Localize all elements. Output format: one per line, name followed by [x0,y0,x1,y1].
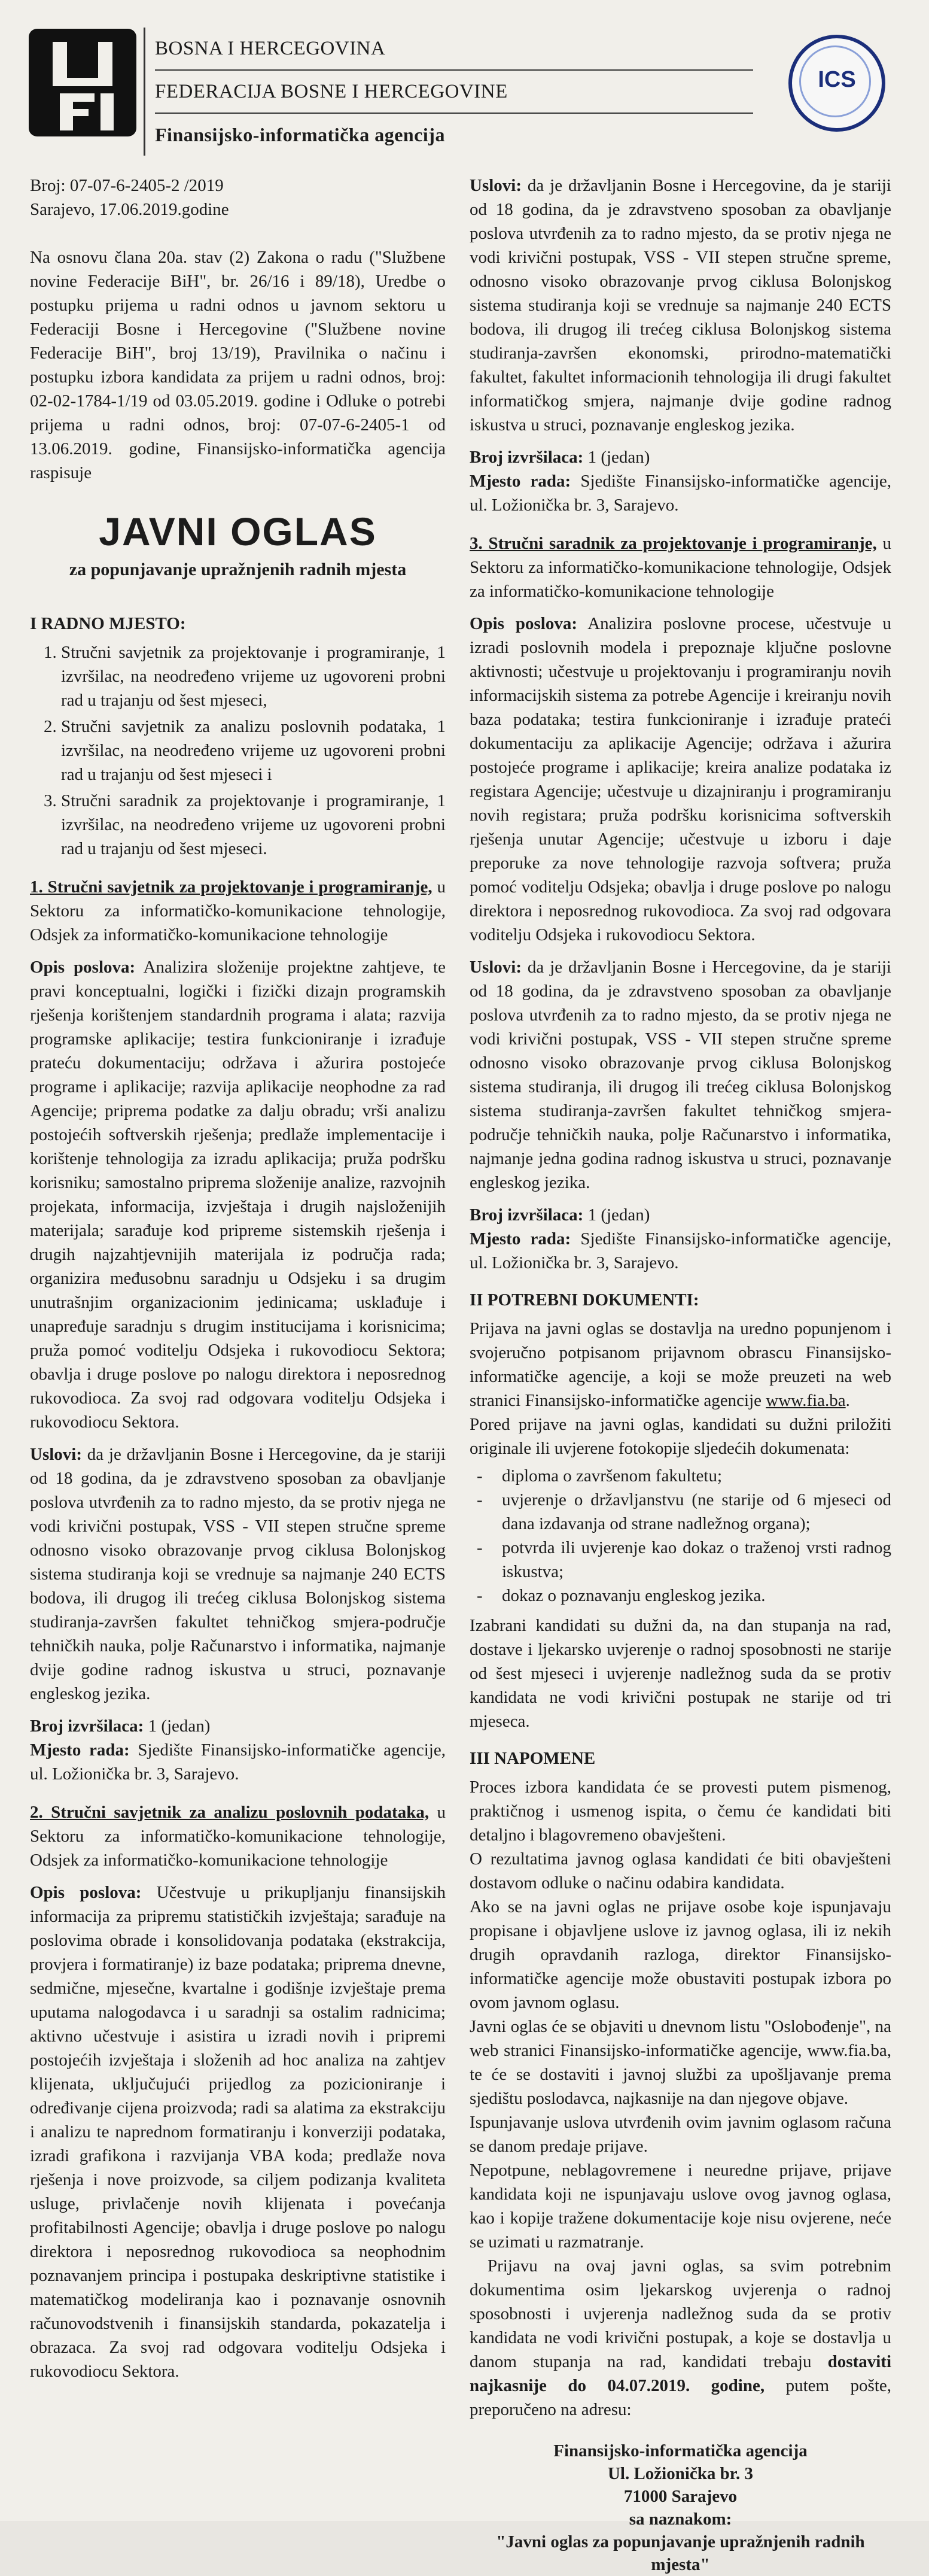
section-2-docs-intro: Pored prijave na javni oglas, kandidati su dužni priložiti originale ili uvjerene fotokopije sljedećih dokumenata: [470,1415,891,1458]
opis-text: Učestvuje u prikupljanju finansijskih informacija za pripremu statističkih izvještaja; sarađuje na poslovima obrade i konsolidovanja podataka (ekstrakcija, provjera i formatiranje) iz baze podataka; priprema dnevne, sedmične, mjesečne, kvartalne i godišnje izvještaje prema uputama nalogodavca i u saradnji sa ostalim radnicima; aktivno učestvuje i asistira u izradi novih i pripremi postojećih izvještaja i složenih ad hoc analiza na zahtjev klijenata, uključujući prijedlog za pozicioniranje i određivanje cijena proizvoda; radi sa alatima za ekstrakciju i analizu te naprednom formatiranju i konverziji podataka, izradi grafikona i razvijanja VBA koda; predlaže nova rješenja i nove proizvode, sa ciljem podizanja kvaliteta usluge, privlačenje novih klijenata i povećanja profitabilnosti Agencije; obavlja i druge poslove po nalogu direktora i neposrednog rukovodioca sa neophodnim poznavanjem principa i postupaka deskriptivne statistike i matematičkog modeliranja kao i poznavanje osnovnih računovodstvenih i finansijskih standarda, pokazatelja i obrazaca. Za svoj rad odgovara voditelju Odsjeka i rukovodiocu Sektora. [30,1883,446,2381]
position-department: u Sektoru za informatičko-komunikacione tehnologije, Odsjek za informatičko-komunikacione tehnologije [30,1803,446,1870]
note-paragraph: Javni oglas će se objaviti u dnevnom listu "Oslobođenje", na web stranici Finansijsko-informatičke agencije, www.fia.ba, te će se dostaviti i javnoj službi za upošljavanje prema sjedištu poslodavca, najkasnije na dan njegove objave. [470,2017,891,2108]
right-column [470,174,891,2576]
list-item: - potvrda ili uvjerenje kao dokaz o traženoj vrsti radnog iskustva; [494,1536,891,1584]
note-paragraph: Proces izbora kandidata će se provesti putem pismenog, praktičnog i usmenog ispita, o čemu će kandidati biti detaljno i blagovremeno obavješteni. [470,1778,891,1845]
note-paragraph: Ako se na javni oglas ne prijave osobe koje ispunjavaju propisane i objavljene uslove iz javnog oglasa, ili iz nekih drugih opravdanih razloga, direktor Finansijsko-informatičke agencije može obustaviti postupak izbora po ovom javnom oglasu. [470,1897,891,2012]
mjesto-label: Mjesto rada: [470,1229,571,1248]
section-2-heading: II POTREBNI DOKUMENTI: [470,1290,699,1310]
opis-text: Analizira složenije projektne zahtjeve, te pravi konceptualni, logički i fizički dizajn programskih rješenja korištenjem standardnih programa i alata; razvija programske aplikacije; testira funkcioniranje i izrađuje prateću dokumentaciju; održava i ažurira postojeće programe i aplikacije; razvija aplikacije neophodne za rad Agencije; priprema podatke za dalju obradu; vrši analizu postojećih softverskih rješenja; predlaže implementacije i korištenje tehnologija za izradu aplikacija; pruža podršku korisniku; samostalno priprema složenije analize, razvojnih projekata, informacija, izvještaja i drugih najsloženijih materijala; sarađuje kod pripreme sistemskih rješenja i drugih najzahtjevnijih materijala iz područja rada; organizira međusobnu saradnju u Odsjeku i sa drugim unutrašnjim organizacionim jedinicama; usklađuje i unapređuje saradnju s drugim institucijama i korisnicima; pruža pomoć voditelju Odsjeka i rukovodiocu Sektora; obavlja i druge poslove po nalogu direktora i neposrednog rukovodioca. Za svoj rad odgovara voditelju Odsjeka i rukovodiocu Sektora. [30,958,446,1432]
list-item: - diploma o završenom fakultetu; [494,1464,891,1488]
position-2 [30,1800,446,2383]
opis-label: Opis poslova: [30,1883,142,1902]
position-department: u Sektoru za informatičko-komunikacione tehnologije, Odsjek za informatičko-komunikacione tehnologije [470,534,891,601]
broj-text: 1 (jedan) [583,1205,650,1225]
deadline-pre: Prijavu na ovaj javni oglas, sa svim potrebnim dokumentima osim ljekarskog uvjerenja o radnoj sposobnosti i uvjerenja nadležnog suda da se protiv kandidata ne vodi krivični postupak, a koje se dostavlja u danom stupanja na rad, kandidati trebaju [470,2256,891,2371]
uslovi-label: Uslovi: [470,958,522,977]
opis-label: Opis poslova: [470,614,577,633]
broj-text: 1 (jedan) [144,1717,211,1736]
agency-name: Finansijsko-informatička agencija [155,124,445,145]
letterhead-text [144,28,753,156]
document-date: Sarajevo, 17.06.2019.godine [30,200,229,219]
list-item: 1. Stručni savjetnik za projektovanje i programiranje, 1 izvršilac, na neodređeno vrijeme uz ugovoreni probni rad u trajanju od šest mjeseci, [61,640,446,712]
ics-logo [788,35,885,132]
documents-list [470,1464,891,1608]
uslovi-text: da je državljanin Bosne i Hercegovine, da je stariji od 18 godina, da je zdravstveno sposoban za obavljanje poslova utvrđenih za to radno mjesto, da se protiv njega ne vodi krivični postupak, VSS - VII stepen stručne spreme odnosno visoko obrazovanje prvog ciklusa Bolonjskog sistema studiranja, ili drugog ili trećeg ciklusa Bolonjskog sistema studiranja-završen fakultet tehničkog smjera-područje tehničkih nauka, polje Računarstvo i informatika, najmanje jedna godina radnog iskustva u struci, poznavanje engleskog jezika. [470,958,891,1192]
deadline-text: dostaviti najkasnije do 04.07.2019. godine, [470,2352,891,2395]
uslovi-label: Uslovi: [30,1445,82,1464]
page-title: JAVNI OGLAS [99,509,377,554]
document-meta [30,174,446,221]
address-street: Ul. Ložionička br. 3 [607,2464,754,2483]
mjesto-label: Mjesto rada: [30,1740,130,1760]
section-2-note: Izabrani kandidati su dužni da, na dan stupanja na rad, dostave i ljekarsko uvjerenje o radnoj sposobnosti ne starije od šest mjeseci i uvjerenje nadležnog suda da se protiv kandidata ne vodi krivični postupak ne starije od tri mjeseca. [470,1616,891,1731]
mjesto-label: Mjesto rada: [470,472,571,491]
uslovi-text: da je državljanin Bosne i Hercegovine, da je stariji od 18 godina, da je zdravstveno sposoban za obavljanje poslova utvrđenih za to radno mjesto, da se protiv njega ne vodi krivični postupak, VSS - VII stepen stručne spreme, odnosno visoko obrazovanje prvog ciklusa Bolonjskog sistema studiranja koji se vrednuje sa najmanje 240 ECTS bodova, ili drugog ili trećeg ciklusa Bolonjskog sistema studiranja-završen ekonomski, prirodno-matematički fakultet, fakultet informacionih tehnologija ili drugi fakultet informatičkog smjera, najmanje dvije godine radnog iskustva u struci, poznavanje engleskog jezika. [470,176,891,435]
list-item: 2. Stručni savjetnik za analizu poslovnih podataka, 1 izvršilac, na neodređeno vrijeme uz ugovoreni probni rad u trajanju od šest mjeseci i [61,715,446,786]
document-number: Broj: 07-07-6-2405-2 /2019 [30,176,224,195]
letterhead [24,17,903,154]
mjesto-text: Sjedište Finansijsko-informatičke agencije, ul. Ložionička br. 3, Sarajevo. [470,472,891,515]
address-label: sa naznakom: [629,2510,732,2529]
position-3 [470,531,891,1275]
position-1 [30,875,446,1786]
position-department: u Sektoru za informatičko-komunikacione tehnologije, Odsjek za informatičko-komunikacione tehnologije [30,877,446,944]
ics-logo-text: ICS [818,67,856,92]
address-note: "Javni oglas za popunjavanje upražnjenih radnih mjesta" [496,2532,865,2574]
section-2 [470,1288,891,1733]
position-title: 1. Stručni savjetnik za projektovanje i programiranje, [30,877,432,897]
intro-paragraph: Na osnovu člana 20a. stav (2) Zakona o radu ("Službene novine Federacije BiH", br. 26/16 i 89/18), Uredbe o postupku prijema u radni odnos u javnom sektoru u Federaciji Bosne i Hercegovine ("Službene novine Federacije BiH", broj 13/19), Pravilnika o načinu i postupku izbora kandidata za prijem u radni odnos, broj: 02-02-1784-1/19 od 03.05.2019. godine i Odluke o potrebi prijema u radni odnos, broj: 07-07-6-2405-1 od 13.06.2019. godine, Finansijsko-informatička agencija raspisuje [30,248,446,482]
opis-label: Opis poslova: [30,958,136,977]
left-column [30,174,446,2392]
broj-label: Broj izvršilaca: [470,448,584,467]
broj-text: 1 (jedan) [583,448,650,467]
section-3 [470,1746,891,2422]
list-item: - uvjerenje o državljanstvu (ne starije od 6 mjeseci od dana izdavanja od strane nadležnog organa); [494,1488,891,1536]
broj-label: Broj izvršilaca: [470,1205,584,1225]
section-3-heading: III NAPOMENE [470,1749,596,1768]
section-1-heading: I RADNO MJESTO: [30,614,186,633]
list-item: 3. Stručni saradnik za projektovanje i programiranje, 1 izvršilac, na neodređeno vrijeme uz ugovoreni probni rad u trajanju od šest mjeseci. [61,789,446,861]
opis-text: Analizira poslovne procese, učestvuje u izradi poslovnih modela i prepoznaje ključne poslovne aktivnosti; učestvuje u projektovanju i programiranju novih informacijskih sistema za potrebe Agencije i kreiranju novih baza podataka; testira funkcioniranje i izrađuje prateći dokumentaciju za aplikacije Agencije; održava i ažurira postojeće programe i aplikacije; kreira analize podataka iz registara Agencije; učestvuje u dizajniranju i programiranju novih registara; pruža podršku korisnicima softverskih rješenja unutar Agencije; učestvuje u izboru i daje preporuke za nove tehnologije razvoja softvera; pruža pomoć voditelju Odsjeka; obavlja i druge poslove po nalogu direktora i neposrednog rukovodioca. Za svoj rad odgovara voditelju Odsjeka i rukovodiocu Sektora. [470,614,891,944]
country-name: BOSNA I HERCEGOVINA [155,28,753,71]
section-2-intro-end: . [845,1391,850,1410]
broj-label: Broj izvršilaca: [30,1717,144,1736]
uslovi-text: da je državljanin Bosne i Hercegovine, da je stariji od 18 godina, da je zdravstveno sposoban za obavljanje poslova utvrđenih za to radno mjesto, da se protiv njega ne vodi krivični postupak, VSS - VII stepen stručne spreme odnosno visoko obrazovanje prvog ciklusa Bolonjskog sistema studiranja koji se vrednuje sa najmanje 240 ECTS bodova, ili drugog ili trećeg ciklusa Bolonjskog sistema studiranja-završen fakultet tehničkog smjera-područje tehničkih nauka, polje Računarstvo i informatika, najmanje dvije godine radnog iskustva u struci, poznavanje engleskog jezika. [30,1445,446,1703]
fia-website-link[interactable]: www.fia.ba [766,1391,846,1410]
note-paragraph: O rezultatima javnog oglasa kandidati će biti obavješteni dostavom odluke o načinu odabira kandidata. [470,1849,891,1892]
uslovi-label: Uslovi: [470,176,522,195]
positions-list [30,640,446,861]
position-title: 2. Stručni savjetnik za analizu poslovnih podataka, [30,1803,430,1822]
note-paragraph: Ispunjavanje uslova utvrđenih ovim javnim oglasom računa se danom predaje prijave. [470,2113,891,2156]
federation-name: FEDERACIJA BOSNE I HERCEGOVINE [155,71,753,114]
mjesto-text: Sjedište Finansijsko-informatičke agencije, ul. Ložionička br. 3, Sarajevo. [30,1740,446,1784]
note-paragraph: Nepotpune, neblagovremene i neuredne prijave, prijave kandidata koji ne ispunjavaju uslove ovog javnog oglasa, kao i kopije tražene dokumentacije koje nisu ovjerene, neće se uzimati u razmatranje. [470,2161,891,2252]
page-subtitle: za popunjavanje upražnjenih radnih mjesta [69,560,407,579]
mjesto-text: Sjedište Finansijsko-informatičke agencije, ul. Ložionička br. 3, Sarajevo. [470,1229,891,1272]
position-2-continued [470,174,891,517]
deadline-post: putem pošte, preporučeno na adresu: [470,2376,892,2419]
position-title: 3. Stručni saradnik za projektovanje i programiranje, [470,534,877,553]
section-2-intro: Prijava na javni oglas se dostavlja na uredno popunjenom i svojeručno potpisanom prijavnom obrascu Finansijsko-informatičke agencije, a koji se može preuzeti na web stranici Finansijsko-informatičke agencije [470,1319,891,1410]
mailing-address [470,2440,891,2576]
address-city: 71000 Sarajevo [623,2487,738,2506]
address-agency: Finansijsko-informatička agencija [553,2441,808,2460]
fia-logo [29,29,136,136]
list-item: - dokaz o poznavanju engleskog jezika. [494,1584,891,1608]
